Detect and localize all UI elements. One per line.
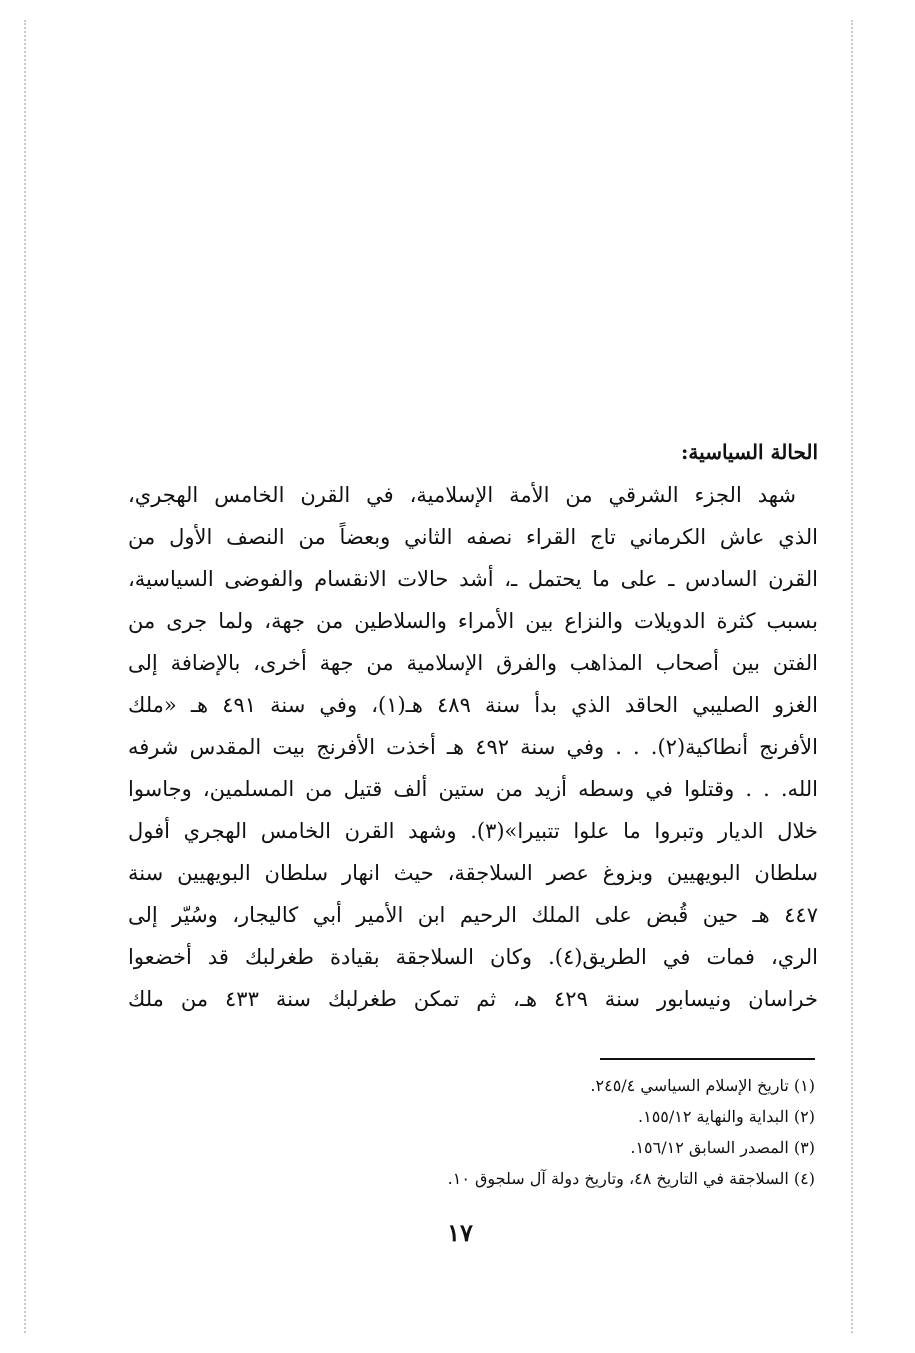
- footnotes: [295, 1070, 815, 1194]
- text-line: الذي عاش الكرماني تاج القراء نصفه الثاني وبعضاً من النصف الأول من: [128, 525, 818, 549]
- section-heading: الحالة السياسية:: [681, 440, 818, 464]
- text-line: القرن السادس ـ على ما يحتمل ـ، أشد حالات الانقسام والفوضى السياسية،: [128, 567, 818, 591]
- text-line: خراسان ونيسابور سنة ٤٢٩ هـ، ثم تمكن طغرلبك سنة ٤٣٣ من ملك: [128, 987, 818, 1011]
- text-line: ٤٤٧ هـ حين قُبض على الملك الرحيم ابن الأمير أبي كاليجار، وسُيّر إلى: [128, 903, 818, 927]
- text-line: بسبب كثرة الدويلات والنزاع بين الأمراء والسلاطين من جهة، ولما جرى من: [128, 609, 818, 633]
- main-text: [128, 430, 818, 1020]
- text-line: شهد الجزء الشرقي من الأمة الإسلامية، في القرن الخامس الهجري،: [128, 483, 797, 507]
- footnote-4: (٤) السلاجقة في التاريخ ٤٨، وتاريخ دولة آل سلجوق ١٠.: [447, 1169, 815, 1188]
- page-number: ١٧: [447, 1218, 473, 1247]
- footnote-2: (٢) البداية والنهاية ١٥٥/١٢.: [638, 1107, 815, 1126]
- text-line: الأفرنج أنطاكية(٢). . . وفي سنة ٤٩٢ هـ أخذت الأفرنج بيت المقدس شرفه: [128, 735, 818, 759]
- scan-edge-left: [24, 20, 26, 1333]
- text-line: سلطان البويهيين وبزوغ عصر السلاجقة، حيث انهار سلطان البويهيين سنة: [128, 861, 818, 885]
- footnote-1: (١) تاريخ الإسلام السياسي ٢٤٥/٤.: [590, 1076, 815, 1095]
- text-line: الري، فمات في الطريق(٤). وكان السلاجقة بقيادة طغرلبك قد أخضعوا: [128, 945, 818, 969]
- scan-edge-right: [851, 20, 853, 1333]
- footnote-separator: [600, 1058, 815, 1060]
- text-line: الغزو الصليبي الحاقد الذي بدأ سنة ٤٨٩ هـ(١)، وفي سنة ٤٩١ هـ «ملك: [128, 693, 818, 717]
- text-line: الفتن بين أصحاب المذاهب والفرق الإسلامية من جهة أخرى، بالإضافة إلى: [128, 651, 818, 675]
- footnote-3: (٣) المصدر السابق ١٥٦/١٢.: [630, 1138, 815, 1157]
- body-paragraph: [128, 474, 818, 1020]
- text-line: خلال الديار وتبروا ما علوا تتبيرا»(٣). وشهد القرن الخامس الهجري أفول: [128, 819, 818, 843]
- text-line: الله. . . وقتلوا في وسطه أزيد من ستين ألف قتيل من المسلمين، وجاسوا: [128, 777, 818, 801]
